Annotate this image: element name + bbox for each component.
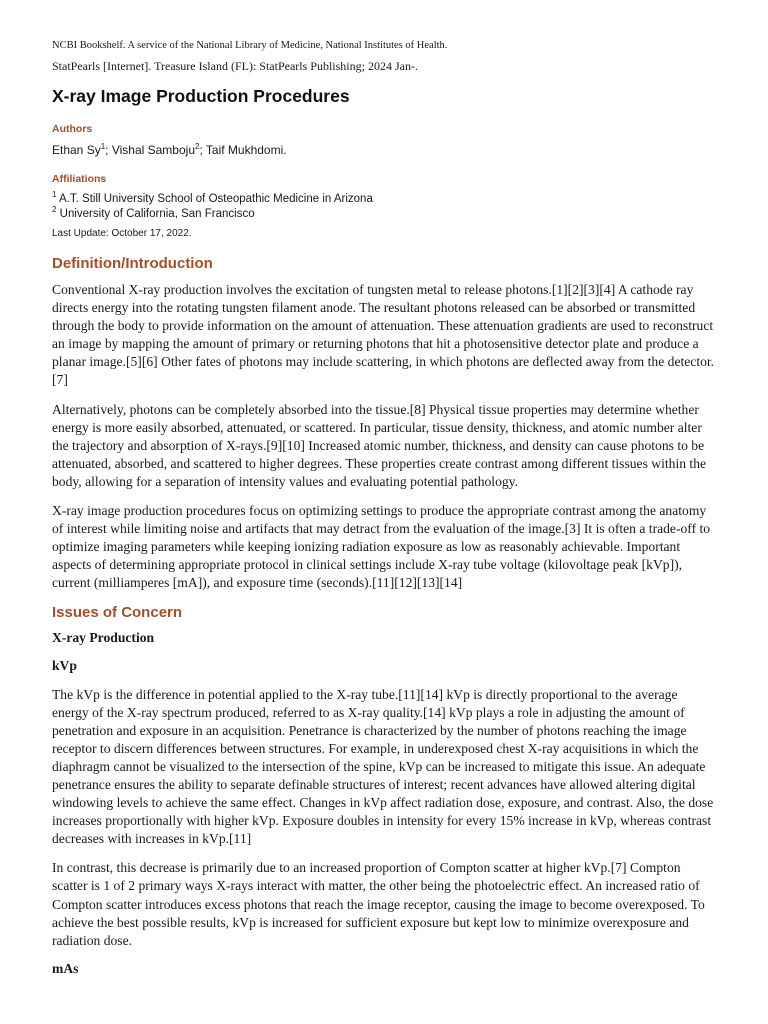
- affiliations-label: Affiliations: [52, 173, 107, 185]
- paragraph: In contrast, this decrease is primarily due to an increased proportion of Compton scatter at higher kVp.[7] Compton scatter is 1 of 2 primary ways X-rays interact with matter, the other being the photoelectric effect. An increased ratio of Compton scatter introduces excess photons that reach the image receptor, causing the image to become overexposed. To achieve the best possible results, kVp is increased for sufficient exposure but kept low to minimize overexposure and radiation dose.: [52, 860, 705, 948]
- author-name: Taif Mukhdomi.: [205, 143, 287, 157]
- subheading-xray-production: X-ray Production: [52, 629, 155, 645]
- subheading-mas: mAs: [52, 960, 79, 976]
- affiliations-list: [52, 190, 716, 220]
- citation-line: StatPearls [Internet]. Treasure Island (FL): StatPearls Publishing; 2024 Jan-.: [52, 59, 418, 73]
- paragraph: Conventional X-ray production involves the excitation of tungsten metal to release photons.[1][2][3][4] A cathode ray directs energy into the rotating tungsten filament anode. The resultant photons released can be absorbed or transmitted through the body to provide information on the amount of attenuation. These attenuation gradients are used to reconstruct an image by mapping the amount of primary or returning photons that hit a photosensitive detector plate and produce a planar image.[5][6] Other fates of photons may include scattering, in which photons are deflected away from the detector.[7]: [52, 282, 715, 388]
- affiliation-item: [52, 205, 716, 220]
- authors-list: [52, 143, 716, 157]
- subheading-kvp: kVp: [52, 657, 77, 673]
- authors-label: Authors: [52, 123, 93, 135]
- page-title: X-ray Image Production Procedures: [52, 86, 350, 106]
- paragraph: The kVp is the difference in potential applied to the X-ray tube.[11][14] kVp is directly proportional to the average energy of the X-ray spectrum produced, referred to as X-ray quality.[14] kVp plays a role in adjusting the amount of penetration and exposure in an acquisition. Penetrance is characterized by the number of photons reaching the image receptor to discern differences between structures. For example, in underexposed chest X-ray acquisitions in which the diaphragm cannot be visualized to the intersection of the spine, kVp can be increased to mitigate this issue. An adequate penetrance ensures the ability to separate definable structures of interest; recent advances have allowed altering digital windowing levels to achieve the same effect. Changes in kVp affect radiation dose, exposure, and contrast. Also, the dose increases proportionally with higher kVp. Exposure doubles in intensity for every 15% increase in kVp, whereas contrast decreases with increases in kVp.[11]: [52, 686, 714, 847]
- author-sup: 2: [195, 142, 200, 151]
- section-heading-definition: Definition/Introduction: [52, 255, 213, 272]
- affiliation-text: University of California, San Francisco: [59, 208, 255, 220]
- affiliation-num: 2: [52, 205, 57, 215]
- author-name: Vishal Samboju: [111, 143, 195, 157]
- author-sup: 1: [100, 142, 106, 151]
- last-update: Last Update: October 17, 2022.: [52, 228, 192, 239]
- paragraph: Alternatively, photons can be completely absorbed into the tissue.[8] Physical tissue properties may determine whether energy is more easily absorbed, attenuated, or scattered. In particular, tissue density, thickness, and atomic number alter the trajectory and absorption of X-rays.[9][10] Increased atomic number, thickness, and density can cause photons to be attenuated, absorbed, and scattered to higher degrees. These properties create contrast among different tissues within the body, allowing for a separation of intensity values and evaluating potential pathology.: [52, 401, 707, 489]
- paragraph: X-ray image production procedures focus on optimizing settings to produce the appropriate contrast among the anatomy of interest while limiting noise and artifacts that may detract from the evaluation of the image.[3] It is often a trade-off to optimize imaging parameters while keeping ionizing radiation exposure as low as reasonably achievable. Important aspects of determining appropriate protocol in clinical settings include X-ray tube voltage (kilovoltage peak [kVp]), current (milliamperes [mA]), and exposure time (seconds).[11][12][13][14]: [52, 503, 711, 591]
- affiliation-text: A.T. Still University School of Osteopathic Medicine in Arizona: [59, 193, 373, 205]
- author-separator: ;: [105, 143, 112, 157]
- section-heading-issues: Issues of Concern: [52, 603, 183, 621]
- author-name: Ethan Sy: [52, 143, 101, 157]
- affiliation-num: 1: [52, 190, 57, 200]
- source-line: NCBI Bookshelf. A service of the National Library of Medicine, National Institutes of Health.: [52, 40, 448, 51]
- affiliation-item: [52, 190, 716, 205]
- author-separator: ;: [199, 143, 206, 157]
